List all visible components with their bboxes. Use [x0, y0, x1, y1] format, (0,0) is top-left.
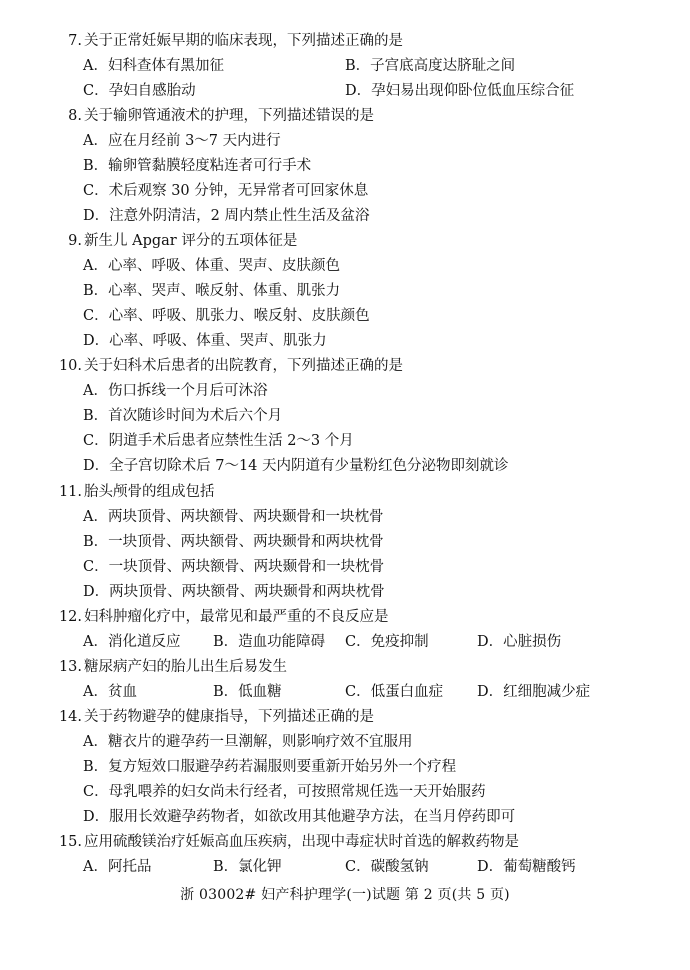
question-text: 新生儿 Apgar 评分的五项体征是 [84, 233, 298, 249]
question-text: 胎头颅骨的组成包括 [84, 484, 215, 500]
question-text: 糖尿病产妇的胎儿出生后易发生 [84, 659, 287, 675]
option-b: B．复方短效口服避孕药若漏服则要重新开始另外一个疗程 [83, 759, 457, 775]
option-b: B．子宫底高度达脐耻之间 [345, 58, 516, 74]
question-number: 13. [58, 659, 82, 675]
question-number: 7. [68, 33, 82, 49]
question-number: 11. [58, 484, 82, 500]
page-footer: 浙 03002# 妇产科护理学(一)试题 第 2 页(共 5 页) [180, 887, 510, 903]
question-number: 9. [68, 233, 82, 249]
option-b: B．首次随诊时间为术后六个月 [83, 408, 283, 424]
option-d: D．心率、呼吸、体重、哭声、肌张力 [83, 333, 327, 349]
question-number: 14. [58, 709, 82, 725]
option-a: A．阿托品 [83, 859, 152, 875]
question-text: 应用硫酸镁治疗妊娠高血压疾病，出现中毒症状时首选的解救药物是 [84, 834, 519, 850]
question-stem [52, 106, 374, 126]
question-text: 关于药物避孕的健康指导，下列描述正确的是 [84, 709, 374, 725]
option-b: B．造血功能障碍 [213, 634, 326, 650]
option-c: C．术后观察 30 分钟，无异常者可回家休息 [83, 183, 369, 199]
option-a: A．两块顶骨、两块额骨、两块颞骨和一块枕骨 [83, 509, 384, 525]
question-stem [52, 832, 519, 852]
option-b: B．输卵管黏膜轻度粘连者可行手术 [83, 158, 312, 174]
question-text: 妇科肿瘤化疗中，最常见和最严重的不良反应是 [84, 609, 389, 625]
question-stem [52, 657, 287, 677]
option-d: D．孕妇易出现仰卧位低血压综合征 [345, 83, 575, 99]
option-b: B．氯化钾 [213, 859, 282, 875]
option-a: A．伤口拆线一个月后可沐浴 [83, 383, 268, 399]
option-c: C．母乳喂养的妇女尚未行经者，可按照常规任选一天开始服药 [83, 784, 486, 800]
question-number: 10. [58, 358, 82, 374]
question-stem [52, 231, 297, 251]
question-number: 12. [58, 609, 82, 625]
question-stem [52, 482, 215, 502]
option-d: D．心脏损伤 [477, 634, 562, 650]
option-c: C．碳酸氢钠 [345, 859, 429, 875]
option-d: D．葡萄糖酸钙 [477, 859, 576, 875]
question-stem [52, 31, 403, 51]
option-a: A．消化道反应 [83, 634, 181, 650]
option-a: A．贫血 [83, 684, 137, 700]
option-a: A．糖衣片的避孕药一旦潮解，则影响疗效不宜服用 [83, 734, 413, 750]
question-text: 关于妇科术后患者的出院教育，下列描述正确的是 [84, 358, 403, 374]
option-c: C．心率、呼吸、肌张力、喉反射、皮肤颜色 [83, 308, 370, 324]
option-d: D．全子宫切除术后 7～14 天内阴道有少量粉红色分泌物即刻就诊 [83, 458, 509, 474]
option-a: A．妇科查体有黑加征 [83, 58, 224, 74]
option-d: D．服用长效避孕药物者，如欲改用其他避孕方法，在当月停药即可 [83, 809, 516, 825]
question-stem [52, 607, 389, 627]
option-c: C．阴道手术后患者应禁性生活 2～3 个月 [83, 433, 354, 449]
question-text: 关于正常妊娠早期的临床表现，下列描述正确的是 [84, 33, 403, 49]
option-a: A．应在月经前 3～7 天内进行 [83, 133, 281, 149]
question-stem [52, 707, 374, 727]
question-number: 15. [58, 834, 82, 850]
question-stem [52, 356, 403, 376]
option-a: A．心率、呼吸、体重、哭声、皮肤颜色 [83, 258, 340, 274]
option-b: B．低血糖 [213, 684, 282, 700]
option-d: D．两块顶骨、两块额骨、两块颞骨和两块枕骨 [83, 584, 385, 600]
option-c: C．免疫抑制 [345, 634, 429, 650]
option-b: B．心率、哭声、喉反射、体重、肌张力 [83, 283, 341, 299]
option-c: C．低蛋白血症 [345, 684, 444, 700]
option-c: C．一块顶骨、两块额骨、两块颞骨和一块枕骨 [83, 559, 385, 575]
option-d: D．红细胞减少症 [477, 684, 591, 700]
option-b: B．一块顶骨、两块额骨、两块颞骨和两块枕骨 [83, 534, 384, 550]
question-number: 8. [68, 108, 82, 124]
option-c: C．孕妇自感胎动 [83, 83, 196, 99]
option-d: D．注意外阴清洁，2 周内禁止性生活及盆浴 [83, 208, 370, 224]
question-text: 关于输卵管通液术的护理，下列描述错误的是 [84, 108, 374, 124]
